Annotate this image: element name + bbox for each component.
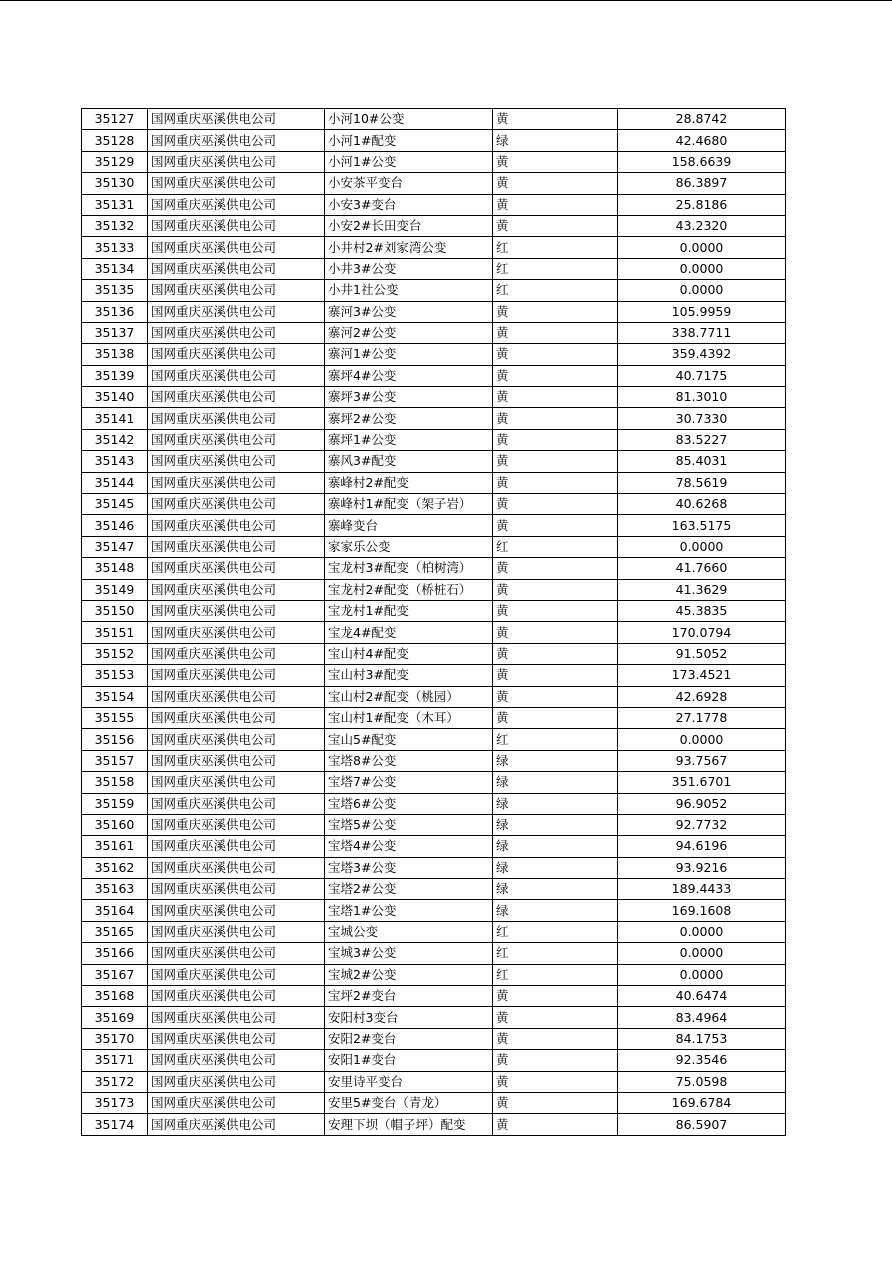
row-id-cell: 35128 xyxy=(82,130,148,151)
company-cell: 国网重庆巫溪供电公司 xyxy=(148,686,325,707)
value-cell: 86.5907 xyxy=(618,1114,786,1135)
row-id-cell: 35146 xyxy=(82,515,148,536)
table-row xyxy=(82,1007,786,1028)
table-row xyxy=(82,1092,786,1113)
company-cell: 国网重庆巫溪供电公司 xyxy=(148,879,325,900)
row-id-cell: 35129 xyxy=(82,151,148,172)
company-cell: 国网重庆巫溪供电公司 xyxy=(148,622,325,643)
station-cell: 安理下坝（帽子坪）配变 xyxy=(325,1114,493,1135)
status-cell: 绿 xyxy=(493,772,618,793)
table-row xyxy=(82,280,786,301)
row-id-cell: 35158 xyxy=(82,772,148,793)
value-cell: 94.6196 xyxy=(618,836,786,857)
table-row xyxy=(82,365,786,386)
row-id-cell: 35135 xyxy=(82,280,148,301)
value-cell: 42.4680 xyxy=(618,130,786,151)
row-id-cell: 35170 xyxy=(82,1028,148,1049)
status-cell: 黄 xyxy=(493,1071,618,1092)
value-cell: 0.0000 xyxy=(618,964,786,985)
row-id-cell: 35167 xyxy=(82,964,148,985)
row-id-cell: 35147 xyxy=(82,536,148,557)
value-cell: 169.6784 xyxy=(618,1092,786,1113)
value-cell: 43.2320 xyxy=(618,215,786,236)
value-cell: 86.3897 xyxy=(618,173,786,194)
value-cell: 189.4433 xyxy=(618,879,786,900)
row-id-cell: 35139 xyxy=(82,365,148,386)
company-cell: 国网重庆巫溪供电公司 xyxy=(148,130,325,151)
value-cell: 91.5052 xyxy=(618,643,786,664)
status-cell: 红 xyxy=(493,729,618,750)
company-cell: 国网重庆巫溪供电公司 xyxy=(148,109,325,130)
row-id-cell: 35155 xyxy=(82,707,148,728)
station-cell: 宝山村3#配变 xyxy=(325,665,493,686)
row-id-cell: 35156 xyxy=(82,729,148,750)
company-cell: 国网重庆巫溪供电公司 xyxy=(148,365,325,386)
station-cell: 宝城3#公变 xyxy=(325,943,493,964)
status-cell: 黄 xyxy=(493,344,618,365)
station-cell: 宝山村4#配变 xyxy=(325,643,493,664)
value-cell: 30.7330 xyxy=(618,408,786,429)
table-row xyxy=(82,472,786,493)
value-cell: 45.3835 xyxy=(618,600,786,621)
data-table xyxy=(81,108,786,1136)
status-cell: 黄 xyxy=(493,1007,618,1028)
company-cell: 国网重庆巫溪供电公司 xyxy=(148,408,325,429)
company-cell: 国网重庆巫溪供电公司 xyxy=(148,964,325,985)
table-row xyxy=(82,429,786,450)
row-id-cell: 35164 xyxy=(82,900,148,921)
row-id-cell: 35163 xyxy=(82,879,148,900)
status-cell: 黄 xyxy=(493,472,618,493)
status-cell: 黄 xyxy=(493,365,618,386)
value-cell: 173.4521 xyxy=(618,665,786,686)
row-id-cell: 35168 xyxy=(82,986,148,1007)
company-cell: 国网重庆巫溪供电公司 xyxy=(148,280,325,301)
company-cell: 国网重庆巫溪供电公司 xyxy=(148,857,325,878)
company-cell: 国网重庆巫溪供电公司 xyxy=(148,1071,325,1092)
station-cell: 小井3#公变 xyxy=(325,258,493,279)
status-cell: 黄 xyxy=(493,429,618,450)
table-row xyxy=(82,494,786,515)
row-id-cell: 35174 xyxy=(82,1114,148,1135)
table-row xyxy=(82,921,786,942)
table-row xyxy=(82,451,786,472)
status-cell: 黄 xyxy=(493,322,618,343)
station-cell: 宝塔8#公变 xyxy=(325,750,493,771)
row-id-cell: 35145 xyxy=(82,494,148,515)
station-cell: 安阳2#变台 xyxy=(325,1028,493,1049)
status-cell: 绿 xyxy=(493,750,618,771)
company-cell: 国网重庆巫溪供电公司 xyxy=(148,1114,325,1135)
station-cell: 安里诗平变台 xyxy=(325,1071,493,1092)
value-cell: 169.1608 xyxy=(618,900,786,921)
table-row xyxy=(82,857,786,878)
value-cell: 0.0000 xyxy=(618,943,786,964)
company-cell: 国网重庆巫溪供电公司 xyxy=(148,344,325,365)
row-id-cell: 35144 xyxy=(82,472,148,493)
station-cell: 寨风3#配变 xyxy=(325,451,493,472)
table-row xyxy=(82,964,786,985)
station-cell: 宝塔5#公变 xyxy=(325,814,493,835)
row-id-cell: 35157 xyxy=(82,750,148,771)
status-cell: 黄 xyxy=(493,151,618,172)
station-cell: 宝塔6#公变 xyxy=(325,793,493,814)
value-cell: 81.3010 xyxy=(618,387,786,408)
row-id-cell: 35149 xyxy=(82,579,148,600)
row-id-cell: 35154 xyxy=(82,686,148,707)
table-row xyxy=(82,686,786,707)
table-row xyxy=(82,729,786,750)
row-id-cell: 35165 xyxy=(82,921,148,942)
status-cell: 黄 xyxy=(493,1050,618,1071)
station-cell: 宝山村1#配变（木耳） xyxy=(325,707,493,728)
row-id-cell: 35153 xyxy=(82,665,148,686)
row-id-cell: 35161 xyxy=(82,836,148,857)
table-row xyxy=(82,1114,786,1135)
row-id-cell: 35148 xyxy=(82,558,148,579)
status-cell: 黄 xyxy=(493,1114,618,1135)
company-cell: 国网重庆巫溪供电公司 xyxy=(148,194,325,215)
status-cell: 黄 xyxy=(493,215,618,236)
table-row xyxy=(82,579,786,600)
status-cell: 黄 xyxy=(493,451,618,472)
table-row xyxy=(82,707,786,728)
table-body xyxy=(82,109,786,1136)
station-cell: 宝坪2#变台 xyxy=(325,986,493,1007)
station-cell: 小河10#公变 xyxy=(325,109,493,130)
status-cell: 黄 xyxy=(493,665,618,686)
company-cell: 国网重庆巫溪供电公司 xyxy=(148,515,325,536)
station-cell: 宝城公变 xyxy=(325,921,493,942)
value-cell: 41.7660 xyxy=(618,558,786,579)
table-row xyxy=(82,622,786,643)
station-cell: 寨坪4#公变 xyxy=(325,365,493,386)
station-cell: 宝塔3#公变 xyxy=(325,857,493,878)
value-cell: 359.4392 xyxy=(618,344,786,365)
station-cell: 小安2#长田变台 xyxy=(325,215,493,236)
company-cell: 国网重庆巫溪供电公司 xyxy=(148,215,325,236)
company-cell: 国网重庆巫溪供电公司 xyxy=(148,921,325,942)
row-id-cell: 35160 xyxy=(82,814,148,835)
table-row xyxy=(82,151,786,172)
status-cell: 红 xyxy=(493,921,618,942)
value-cell: 40.6268 xyxy=(618,494,786,515)
row-id-cell: 35150 xyxy=(82,600,148,621)
row-id-cell: 35169 xyxy=(82,1007,148,1028)
station-cell: 宝龙4#配变 xyxy=(325,622,493,643)
value-cell: 93.7567 xyxy=(618,750,786,771)
row-id-cell: 35133 xyxy=(82,237,148,258)
row-id-cell: 35131 xyxy=(82,194,148,215)
table-row xyxy=(82,130,786,151)
value-cell: 105.9959 xyxy=(618,301,786,322)
company-cell: 国网重庆巫溪供电公司 xyxy=(148,1028,325,1049)
status-cell: 黄 xyxy=(493,109,618,130)
value-cell: 170.0794 xyxy=(618,622,786,643)
value-cell: 338.7711 xyxy=(618,322,786,343)
status-cell: 绿 xyxy=(493,857,618,878)
table-row xyxy=(82,793,786,814)
company-cell: 国网重庆巫溪供电公司 xyxy=(148,986,325,1007)
value-cell: 40.7175 xyxy=(618,365,786,386)
table-row xyxy=(82,986,786,1007)
station-cell: 小安3#变台 xyxy=(325,194,493,215)
value-cell: 41.3629 xyxy=(618,579,786,600)
value-cell: 0.0000 xyxy=(618,729,786,750)
row-id-cell: 35127 xyxy=(82,109,148,130)
value-cell: 96.9052 xyxy=(618,793,786,814)
value-cell: 42.6928 xyxy=(618,686,786,707)
value-cell: 40.6474 xyxy=(618,986,786,1007)
value-cell: 83.4964 xyxy=(618,1007,786,1028)
row-id-cell: 35151 xyxy=(82,622,148,643)
table-row xyxy=(82,643,786,664)
value-cell: 0.0000 xyxy=(618,258,786,279)
company-cell: 国网重庆巫溪供电公司 xyxy=(148,1050,325,1071)
company-cell: 国网重庆巫溪供电公司 xyxy=(148,836,325,857)
table-row xyxy=(82,258,786,279)
row-id-cell: 35159 xyxy=(82,793,148,814)
row-id-cell: 35130 xyxy=(82,173,148,194)
row-id-cell: 35162 xyxy=(82,857,148,878)
row-id-cell: 35171 xyxy=(82,1050,148,1071)
row-id-cell: 35173 xyxy=(82,1092,148,1113)
station-cell: 寨坪1#公变 xyxy=(325,429,493,450)
row-id-cell: 35172 xyxy=(82,1071,148,1092)
company-cell: 国网重庆巫溪供电公司 xyxy=(148,387,325,408)
company-cell: 国网重庆巫溪供电公司 xyxy=(148,258,325,279)
status-cell: 黄 xyxy=(493,600,618,621)
table-row xyxy=(82,600,786,621)
value-cell: 0.0000 xyxy=(618,237,786,258)
status-cell: 黄 xyxy=(493,1028,618,1049)
table-row xyxy=(82,194,786,215)
station-cell: 寨峰村1#配变（架子岩） xyxy=(325,494,493,515)
status-cell: 黄 xyxy=(493,686,618,707)
table-row xyxy=(82,836,786,857)
station-cell: 宝龙村3#配变（柏树湾） xyxy=(325,558,493,579)
value-cell: 163.5175 xyxy=(618,515,786,536)
station-cell: 宝山村2#配变（桃园） xyxy=(325,686,493,707)
station-cell: 宝山5#配变 xyxy=(325,729,493,750)
station-cell: 宝城2#公变 xyxy=(325,964,493,985)
company-cell: 国网重庆巫溪供电公司 xyxy=(148,707,325,728)
table-row xyxy=(82,344,786,365)
company-cell: 国网重庆巫溪供电公司 xyxy=(148,900,325,921)
station-cell: 安阳1#变台 xyxy=(325,1050,493,1071)
station-cell: 小河1#配变 xyxy=(325,130,493,151)
status-cell: 红 xyxy=(493,536,618,557)
value-cell: 351.6701 xyxy=(618,772,786,793)
station-cell: 家家乐公变 xyxy=(325,536,493,557)
status-cell: 黄 xyxy=(493,494,618,515)
value-cell: 93.9216 xyxy=(618,857,786,878)
table-row xyxy=(82,408,786,429)
table-row xyxy=(82,237,786,258)
table-row xyxy=(82,1050,786,1071)
value-cell: 0.0000 xyxy=(618,536,786,557)
table-row xyxy=(82,665,786,686)
company-cell: 国网重庆巫溪供电公司 xyxy=(148,301,325,322)
status-cell: 黄 xyxy=(493,1092,618,1113)
value-cell: 85.4031 xyxy=(618,451,786,472)
status-cell: 黄 xyxy=(493,173,618,194)
value-cell: 28.8742 xyxy=(618,109,786,130)
table-row xyxy=(82,215,786,236)
company-cell: 国网重庆巫溪供电公司 xyxy=(148,750,325,771)
table-row xyxy=(82,558,786,579)
value-cell: 0.0000 xyxy=(618,280,786,301)
company-cell: 国网重庆巫溪供电公司 xyxy=(148,600,325,621)
station-cell: 寨坪3#公变 xyxy=(325,387,493,408)
station-cell: 宝塔7#公变 xyxy=(325,772,493,793)
table-row xyxy=(82,387,786,408)
table-row xyxy=(82,536,786,557)
status-cell: 黄 xyxy=(493,986,618,1007)
station-cell: 小井村2#刘家湾公变 xyxy=(325,237,493,258)
row-id-cell: 35140 xyxy=(82,387,148,408)
table-row xyxy=(82,943,786,964)
row-id-cell: 35166 xyxy=(82,943,148,964)
table-row xyxy=(82,322,786,343)
value-cell: 83.5227 xyxy=(618,429,786,450)
company-cell: 国网重庆巫溪供电公司 xyxy=(148,729,325,750)
value-cell: 92.7732 xyxy=(618,814,786,835)
status-cell: 绿 xyxy=(493,836,618,857)
company-cell: 国网重庆巫溪供电公司 xyxy=(148,237,325,258)
company-cell: 国网重庆巫溪供电公司 xyxy=(148,793,325,814)
table-row xyxy=(82,301,786,322)
status-cell: 黄 xyxy=(493,643,618,664)
station-cell: 寨河1#公变 xyxy=(325,344,493,365)
company-cell: 国网重庆巫溪供电公司 xyxy=(148,472,325,493)
value-cell: 158.6639 xyxy=(618,151,786,172)
row-id-cell: 35132 xyxy=(82,215,148,236)
station-cell: 安里5#变台（青龙） xyxy=(325,1092,493,1113)
value-cell: 92.3546 xyxy=(618,1050,786,1071)
station-cell: 小井1社公变 xyxy=(325,280,493,301)
company-cell: 国网重庆巫溪供电公司 xyxy=(148,772,325,793)
station-cell: 寨河3#公变 xyxy=(325,301,493,322)
value-cell: 0.0000 xyxy=(618,921,786,942)
company-cell: 国网重庆巫溪供电公司 xyxy=(148,322,325,343)
station-cell: 宝龙村2#配变（桥桩石） xyxy=(325,579,493,600)
value-cell: 27.1778 xyxy=(618,707,786,728)
value-cell: 25.8186 xyxy=(618,194,786,215)
table-row xyxy=(82,109,786,130)
company-cell: 国网重庆巫溪供电公司 xyxy=(148,429,325,450)
value-cell: 78.5619 xyxy=(618,472,786,493)
status-cell: 红 xyxy=(493,258,618,279)
company-cell: 国网重庆巫溪供电公司 xyxy=(148,814,325,835)
company-cell: 国网重庆巫溪供电公司 xyxy=(148,173,325,194)
table-row xyxy=(82,1071,786,1092)
row-id-cell: 35152 xyxy=(82,643,148,664)
station-cell: 寨坪2#公变 xyxy=(325,408,493,429)
value-cell: 84.1753 xyxy=(618,1028,786,1049)
status-cell: 黄 xyxy=(493,579,618,600)
status-cell: 绿 xyxy=(493,793,618,814)
table-row xyxy=(82,173,786,194)
status-cell: 黄 xyxy=(493,707,618,728)
station-cell: 宝塔4#公变 xyxy=(325,836,493,857)
status-cell: 绿 xyxy=(493,130,618,151)
table-row xyxy=(82,900,786,921)
company-cell: 国网重庆巫溪供电公司 xyxy=(148,494,325,515)
table-row xyxy=(82,879,786,900)
status-cell: 红 xyxy=(493,943,618,964)
row-id-cell: 35138 xyxy=(82,344,148,365)
station-cell: 安阳村3变台 xyxy=(325,1007,493,1028)
station-cell: 寨峰变台 xyxy=(325,515,493,536)
row-id-cell: 35143 xyxy=(82,451,148,472)
station-cell: 寨峰村2#配变 xyxy=(325,472,493,493)
table-row xyxy=(82,814,786,835)
company-cell: 国网重庆巫溪供电公司 xyxy=(148,451,325,472)
row-id-cell: 35142 xyxy=(82,429,148,450)
station-cell: 宝塔2#公变 xyxy=(325,879,493,900)
status-cell: 黄 xyxy=(493,622,618,643)
station-cell: 小安茶平变台 xyxy=(325,173,493,194)
company-cell: 国网重庆巫溪供电公司 xyxy=(148,1092,325,1113)
status-cell: 黄 xyxy=(493,558,618,579)
status-cell: 绿 xyxy=(493,814,618,835)
status-cell: 黄 xyxy=(493,515,618,536)
company-cell: 国网重庆巫溪供电公司 xyxy=(148,943,325,964)
company-cell: 国网重庆巫溪供电公司 xyxy=(148,665,325,686)
company-cell: 国网重庆巫溪供电公司 xyxy=(148,536,325,557)
company-cell: 国网重庆巫溪供电公司 xyxy=(148,151,325,172)
station-cell: 宝龙村1#配变 xyxy=(325,600,493,621)
status-cell: 红 xyxy=(493,964,618,985)
status-cell: 绿 xyxy=(493,879,618,900)
row-id-cell: 35141 xyxy=(82,408,148,429)
table-row xyxy=(82,515,786,536)
value-cell: 75.0598 xyxy=(618,1071,786,1092)
status-cell: 黄 xyxy=(493,387,618,408)
page-top-border xyxy=(0,0,892,1)
row-id-cell: 35136 xyxy=(82,301,148,322)
station-cell: 小河1#公变 xyxy=(325,151,493,172)
status-cell: 黄 xyxy=(493,301,618,322)
table-row xyxy=(82,750,786,771)
station-cell: 宝塔1#公变 xyxy=(325,900,493,921)
table-row xyxy=(82,772,786,793)
table-row xyxy=(82,1028,786,1049)
status-cell: 红 xyxy=(493,237,618,258)
row-id-cell: 35137 xyxy=(82,322,148,343)
company-cell: 国网重庆巫溪供电公司 xyxy=(148,643,325,664)
station-cell: 寨河2#公变 xyxy=(325,322,493,343)
company-cell: 国网重庆巫溪供电公司 xyxy=(148,579,325,600)
company-cell: 国网重庆巫溪供电公司 xyxy=(148,558,325,579)
row-id-cell: 35134 xyxy=(82,258,148,279)
company-cell: 国网重庆巫溪供电公司 xyxy=(148,1007,325,1028)
status-cell: 黄 xyxy=(493,194,618,215)
status-cell: 红 xyxy=(493,280,618,301)
status-cell: 黄 xyxy=(493,408,618,429)
status-cell: 绿 xyxy=(493,900,618,921)
